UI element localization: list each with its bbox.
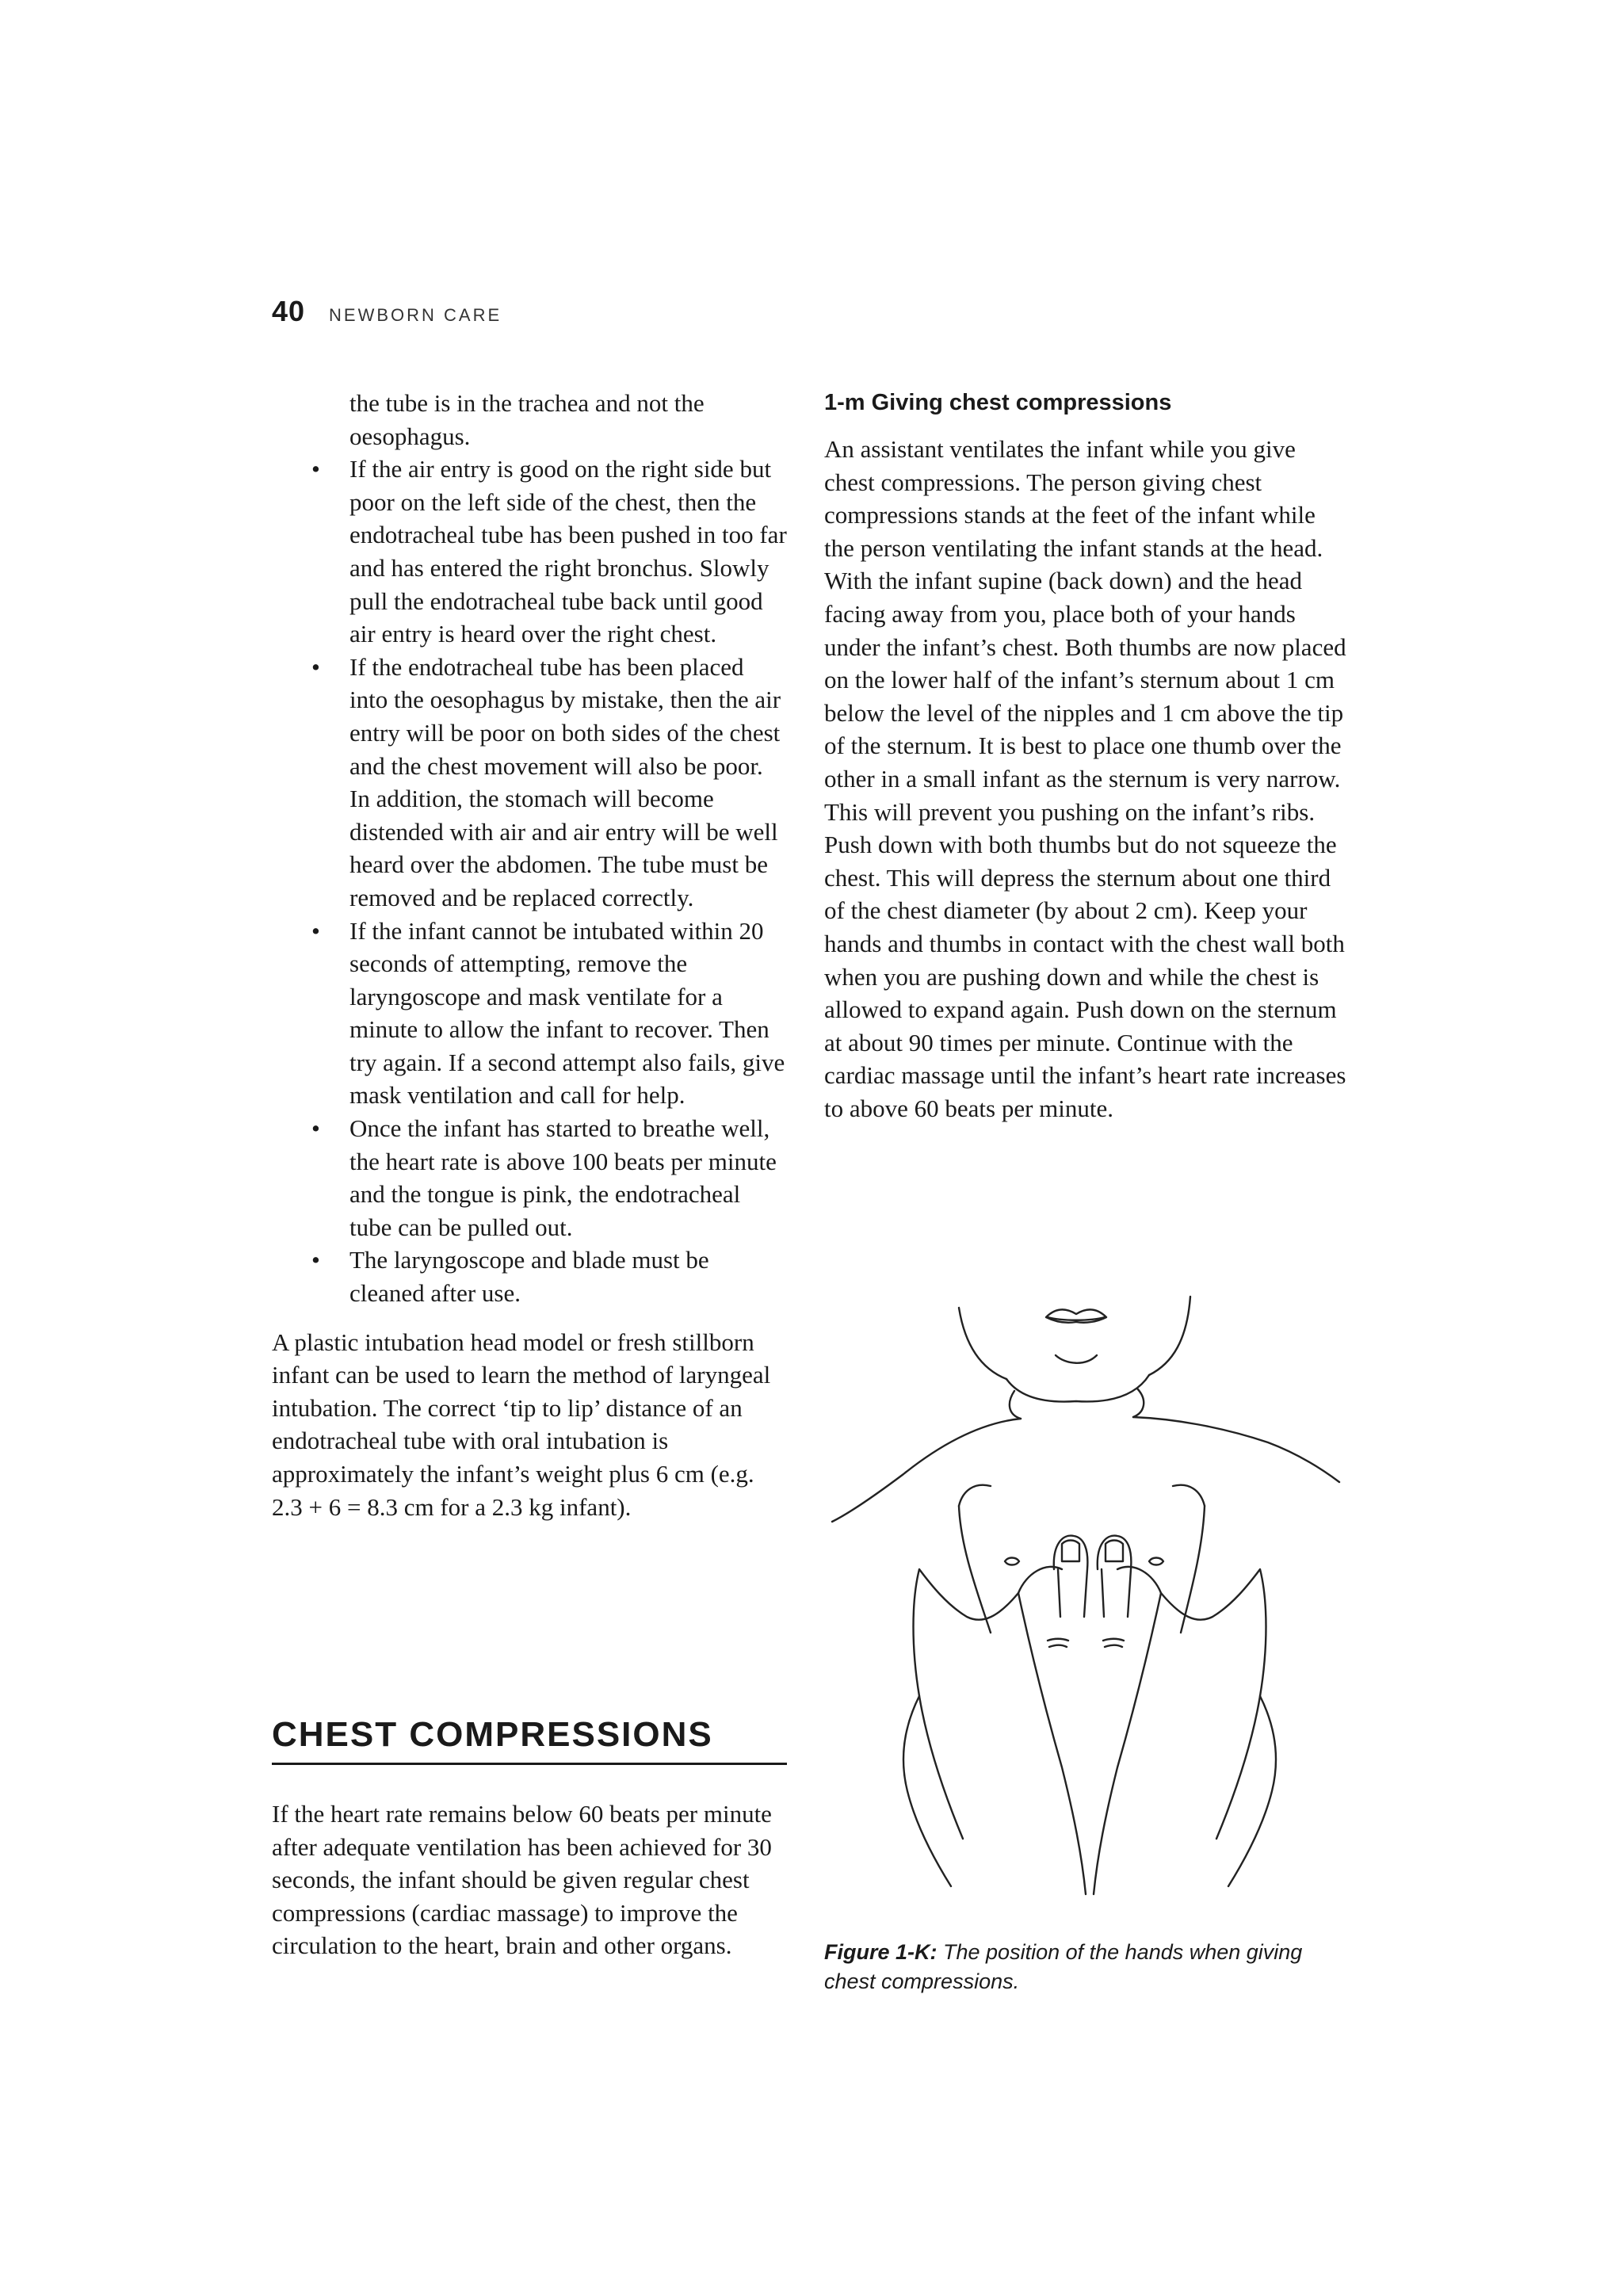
bullet-icon: • [311,916,320,945]
figure-caption [824,1938,1347,1996]
list-item [272,651,787,915]
running-title: NEWBORN CARE [329,305,502,325]
figure-caption-label: Figure 1-K: [824,1940,938,1964]
section-paragraph: If the heart rate remains below 60 beats per minute after adequate ventilation has been achieved for 30 seconds, the infant should be given regular chest compressions (cardiac massage) to improve the circulation to the heart, brain and other organs. [272,1800,772,1960]
figure-illustration [824,1284,1347,1910]
list-item [272,1244,787,1309]
list-item-text: If the infant cannot be intubated within 20 seconds of attempting, remove the laryngoscope and mask ventilate for a minute to allow the infant to recover. Then try again. If a second attempt also fails, give mask ventilation and call for help. [349,916,785,1110]
running-head [272,295,502,328]
continued-text: the tube is in the trachea and not the oesophagus. [349,389,705,450]
chest-compressions-paragraph: An assistant ventilates the infant while you give chest compressions. The person giving chest compressions stands at the feet of the infant while the person ventilating the infant stands at the head. With the infant supine (back down) and the head facing away from you, place both of your hands under the infant’s chest. Both thumbs are now placed on the lower half of the infant’s sternum about 1 cm below the level of the nipples and 1 cm above the tip of the sternum. It is best to place one thumb over the other in a small infant as the sternum is very narrow. This will prevent you pushing on the infant’s ribs. Push down with both thumbs but do not squeeze the chest. This will depress the sternum about one third of the chest diameter (by about 2 cm). Keep your hands and thumbs in contact with the chest wall both when you are pushing down and while the chest is allowed to expand again. Push down on the sternum at about 90 times per minute. Continue with the cardiac massage until the infant’s heart rate increases to above 60 beats per minute. [824,435,1346,1122]
bullet-icon: • [311,1114,320,1143]
list-item [272,915,787,1113]
bullet-icon: • [311,652,320,681]
figure-caption-text: The position of the hands when giving chest compressions. [824,1940,1303,1993]
hands-chest-illustration [824,1284,1347,1910]
section-heading: CHEST COMPRESSIONS [272,1715,787,1765]
left-column [272,387,787,1523]
sub-heading: 1-m Giving chest compressions [824,390,1172,415]
section-body [272,1797,787,1962]
section-heading-block [272,1715,787,1765]
list-item [272,1112,787,1244]
list-item-text: If the endotracheal tube has been placed into the oesophagus by mistake, then the air entry will be poor on both sides of the chest and the chest movement will also be poor. In addition, the stomach will become distended with air and air entry will be well heard over the abdomen. The tube must be removed and be replaced correctly. [349,652,781,911]
page-number: 40 [272,295,306,327]
list-item-text: If the air entry is good on the right side but poor on the left side of the chest, then the endotracheal tube has been pushed in too far and has entered the right bronchus. Slowly pull the endotracheal tube back until good air entry is heard over the right chest. [349,455,787,648]
intubation-model-paragraph: A plastic intubation head model or fresh stillborn infant can be used to learn the method of laryngeal intubation. The correct ‘tip to lip’ distance of an endotracheal tube with oral intubation is approximately the infant’s weight plus 6 cm (e.g. 2.3 + 6 = 8.3 cm for a 2.3 kg infant). [272,1328,771,1521]
list-item-text: The laryngoscope and blade must be cleaned after use. [349,1246,709,1308]
list-item [272,453,787,651]
list-item-text: Once the infant has started to breathe well, the heart rate is above 100 beats per minute and the tongue is pink, the endotracheal tube can be pulled out. [349,1114,777,1241]
bullet-icon: • [311,455,320,483]
bullet-icon: • [311,1246,320,1274]
bullet-list [272,453,787,1309]
right-column [824,387,1347,1125]
